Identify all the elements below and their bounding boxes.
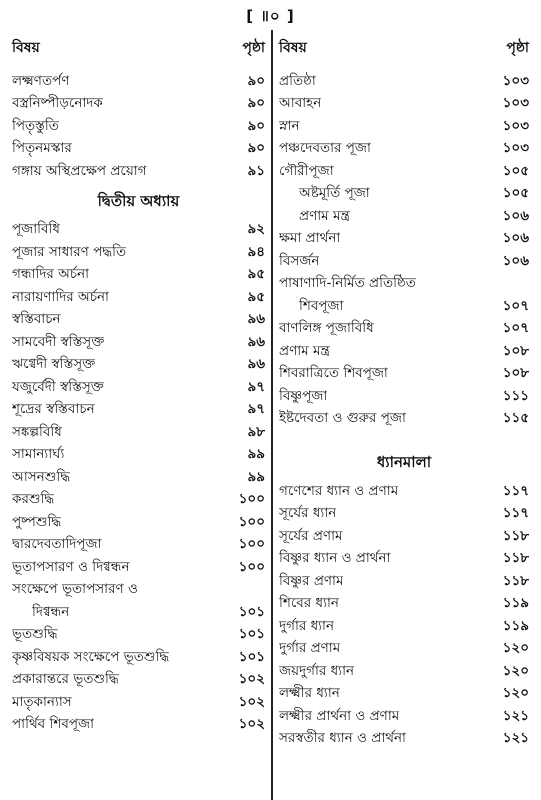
toc-entry-page: ৯৭ [247,401,265,418]
toc-entry-page: ১০৬ [502,207,529,224]
toc-entry-title: স্বস্তিবাচন [12,311,61,328]
toc-entry [279,250,529,273]
toc-entry [279,340,529,363]
toc-entry [279,205,529,228]
toc-entry-title: শূদ্রের স্বস্তিবাচন [12,401,95,418]
toc-entry-title: বিষ্ণুপূজা [279,387,328,404]
toc-entry [12,264,265,287]
left-entries-bottom [12,219,265,737]
toc-entry-title: পঞ্চদেবতার পূজা [279,140,371,157]
toc-entry-page: ৯০ [247,117,265,134]
toc-entry-title: যজুর্বেদী স্বস্তিসূক্ত [12,378,104,395]
toc-entry-page: ১১১ [502,387,529,404]
section-heading-dhyanmala: ধ্যানমালা [376,453,432,471]
toc-entry [12,399,265,422]
toc-entry [279,408,529,431]
toc-entry [12,646,265,669]
toc-entry-title: পুষ্পশুদ্ধি [12,513,62,530]
toc-entry-page: ১২০ [502,685,529,702]
toc-entry-page: ৯৬ [247,333,265,350]
toc-entry-page: ৯৫ [247,266,265,283]
toc-entry [279,683,529,706]
toc-entry-page: ১০৩ [502,95,529,112]
toc-entry-page: ১০১ [238,648,265,665]
toc-entry-page: ১২০ [502,662,529,679]
section-heading-chapter-two: দ্বিতীয় অধ্যায় [97,191,180,210]
toc-entry-page: ১০৫ [502,162,529,179]
toc-entry-page: ৯৮ [247,423,265,440]
toc-entry [279,228,529,251]
toc-entry [12,70,265,93]
toc-entry-title: শিবপূজা [299,297,344,314]
toc-entry-page: ১১৭ [502,482,529,499]
toc-entry [12,138,265,161]
toc-entry [12,219,265,242]
toc-entry-title: ভূতাপসারণ ও দিগ্বন্ধন [12,558,130,575]
toc-entry [12,579,265,602]
toc-entry [279,385,529,408]
toc-entry-title: প্রণাম মন্ত্র [299,207,350,224]
toc-entry-title: দুর্গার ধ্যান [279,617,335,634]
toc-entry-page: ১০৫ [502,185,529,202]
toc-entry-title: সংক্ষেপে ভূতাপসারণ ও [12,581,138,598]
toc-entry [12,241,265,264]
toc-entry-title: বাণলিঙ্গ পূজাবিধি [279,320,374,337]
toc-entry-title: গণেশের ধ্যান ও প্রণাম [279,482,399,499]
toc-entry [279,638,529,661]
toc-entry-page: ১২১ [502,707,529,724]
toc-entry-page: ১০২ [238,716,265,733]
toc-entry [279,295,529,318]
subject-heading: বিষয় [279,40,307,56]
toc-entry-title: লক্ষ্মীর ধ্যান [279,685,340,702]
toc-entry-title: সূর্যের প্রণাম [279,527,343,544]
left-column [12,36,265,736]
page-number: [ ॥০ ] [246,7,295,25]
toc-entry-page: ৯৪ [247,243,265,260]
toc-entry [12,421,265,444]
toc-entry-title: পিতৃস্তুতি [12,117,59,134]
toc-entry-page: ১১৮ [502,572,529,589]
toc-entry-page: ১০০ [238,513,265,530]
toc-entry-title: বিসর্জন [279,252,320,269]
toc-entry [279,615,529,638]
toc-entry-title: প্রতিষ্ঠা [279,72,316,89]
toc-entry [12,714,265,737]
toc-entry [279,660,529,683]
toc-entry [279,160,529,183]
toc-entry-title: সামবেদী স্বস্তিসূক্ত [12,333,105,350]
toc-entry-title: ঋগ্বেদী স্বস্তিসূক্ত [12,356,96,373]
toc-entry-page: ১১৯ [502,595,529,612]
toc-entry-title: সূর্যের ধ্যান [279,505,337,522]
toc-entry-page: ১২১ [502,730,529,747]
right-entries-top [279,70,529,430]
toc-entry [279,570,529,593]
toc-entry-title: ইষ্টদেবতা ও গুরুর পূজা [279,410,406,427]
toc-entry-title: লক্ষ্মীর প্রার্থনা ও প্রণাম [279,707,400,724]
toc-entry-title: প্রকারান্তরে ভূতশুদ্ধি [12,671,119,688]
toc-entry-page: ১০০ [238,536,265,553]
toc-entry-page: ১২০ [502,640,529,657]
spacer [279,430,529,444]
toc-entry-title: মাতৃকান্যাস [12,693,72,710]
toc-entry-page: ১০৩ [502,117,529,134]
toc-entry [12,669,265,692]
right-entries-bottom [279,480,529,750]
toc-entry-title: স্নান [279,117,300,134]
toc-entry [279,115,529,138]
toc-entry-title: দুর্গার প্রণাম [279,640,341,657]
toc-entry-page: ১১৭ [502,505,529,522]
toc-entry-title: পার্থিব শিবপূজা [12,716,95,733]
toc-entry [12,556,265,579]
toc-entry-title: সঙ্কল্পবিধি [12,423,62,440]
toc-entry-page: ১০১ [238,603,265,620]
toc-entry [12,115,265,138]
toc-entry-page: ১০২ [238,693,265,710]
toc-entry-page: ১১৫ [502,410,529,427]
toc-entry-page: ১০১ [238,626,265,643]
toc-entry-title: গন্ধাদির অর্চনা [12,266,90,283]
toc-entry-title: সরস্বতীর ধ্যান ও প্রার্থনা [279,730,406,747]
toc-entry-title: বিষ্ণুর ধ্যান ও প্রার্থনা [279,550,391,567]
toc-entry [12,601,265,624]
toc-entry-title: সামান্যার্ঘ্য [12,446,65,463]
toc-entry-title: লক্ষ্মণতর্পণ [12,72,70,89]
toc-entry-page: ৯০ [247,95,265,112]
toc-entry [279,183,529,206]
page-heading: পৃষ্ঠা [242,40,265,56]
toc-entry-page: ১০৮ [502,342,529,359]
toc-entry-page: ১১৮ [502,550,529,567]
right-column [279,36,529,750]
toc-entry-title: পাষাণাদি-নির্মিত প্রতিষ্ঠিত [279,275,416,292]
toc-entry-page: ১০৩ [502,140,529,157]
toc-entry [279,705,529,728]
toc-entry [12,511,265,534]
toc-entry-page: ১০০ [238,558,265,575]
toc-entry-title: পূজার সাধারণ পদ্ধতি [12,243,127,260]
toc-entry [279,138,529,161]
toc-entry [12,376,265,399]
toc-entry [12,354,265,377]
toc-entry-title: গঙ্গায় অস্থিপ্রক্ষেপ প্রয়োগ [12,162,147,179]
toc-entry-title: ভূতশুদ্ধি [12,626,58,643]
toc-entry [279,593,529,616]
toc-entry [12,286,265,309]
toc-entry-page: ৯৯ [247,468,265,485]
toc-entry [279,548,529,571]
toc-entry-title: গৌরীপূজা [279,162,334,179]
toc-entry-title: জয়দুর্গার ধ্যান [279,662,355,679]
toc-entry-title: পিতৃনমস্কার [12,140,72,157]
toc-entry [279,273,529,296]
toc-entry [279,318,529,341]
toc-entry-page: ৯৯ [247,446,265,463]
toc-entry-page: ১০৮ [502,365,529,382]
toc-entry-title: শিবরাত্রিতে শিবপূজা [279,365,388,382]
toc-entry-page: ১০২ [238,671,265,688]
toc-entry-title: অষ্টমূর্তি পূজা [299,185,370,202]
toc-entry-title: আবাহন [279,95,322,112]
toc-entry [279,363,529,386]
toc-entry-title: বিষ্ণুর প্রণাম [279,572,344,589]
toc-entry [12,160,265,183]
toc-entry-page: ১০০ [238,491,265,508]
toc-entry [12,331,265,354]
toc-entry [279,480,529,503]
toc-entry [279,728,529,751]
right-column-header [279,36,529,60]
toc-entry [12,466,265,489]
toc-entry-title: প্রণাম মন্ত্র [279,342,330,359]
toc-entry [279,70,529,93]
toc-entry-page: ১০৬ [502,230,529,247]
toc-entry-page: ৯০ [247,72,265,89]
toc-entry-title: করশুদ্ধি [12,491,55,508]
toc-entry-page: ১১৯ [502,617,529,634]
toc-entry-page: ১০৭ [502,297,529,314]
toc-entry-page: ৯৭ [247,378,265,395]
toc-entry-title: পূজাবিধি [12,221,60,238]
toc-entry-title: আসনশুদ্ধি [12,468,71,485]
toc-entry-title: দ্বারদেবতাদিপূজা [12,536,102,553]
toc-entry [12,93,265,116]
column-divider [271,30,273,800]
page-heading: পৃষ্ঠা [506,40,529,56]
left-column-header [12,36,265,60]
toc-entry [279,525,529,548]
toc-entry-page: ১০৬ [502,252,529,269]
toc-entry-page: ৯০ [247,140,265,157]
toc-entry-title: ক্ষমা প্রার্থনা [279,230,341,247]
toc-entry-page: ১০৭ [502,320,529,337]
toc-entry [12,444,265,467]
toc-entry-page: ১১৮ [502,527,529,544]
toc-entry-title: বস্ত্রনিষ্পীড়নোদক [12,95,103,112]
toc-entry [12,309,265,332]
toc-entry [12,624,265,647]
toc-entry [279,503,529,526]
toc-entry-page: ৯২ [247,221,265,238]
toc-entry-title: শিবের ধ্যান [279,595,339,612]
toc-entry-page: ৯৬ [247,311,265,328]
subject-heading: বিষয় [12,40,40,56]
toc-entry [12,489,265,512]
toc-entry-title: কৃষ্ণবিষয়ক সংক্ষেপে ভূতশুদ্ধি [12,648,170,665]
left-entries-top [12,70,265,183]
toc-entry [12,691,265,714]
toc-entry-title: দিগ্বন্ধন [32,603,70,620]
toc-entry-page: ৯৫ [247,288,265,305]
toc-entry-page: ৯৬ [247,356,265,373]
toc-entry-page: ১০৩ [502,72,529,89]
toc-entry-title: নারায়ণাদির অর্চনা [12,288,109,305]
toc-entry-page: ৯১ [247,162,265,179]
toc-entry [279,93,529,116]
toc-entry [12,534,265,557]
